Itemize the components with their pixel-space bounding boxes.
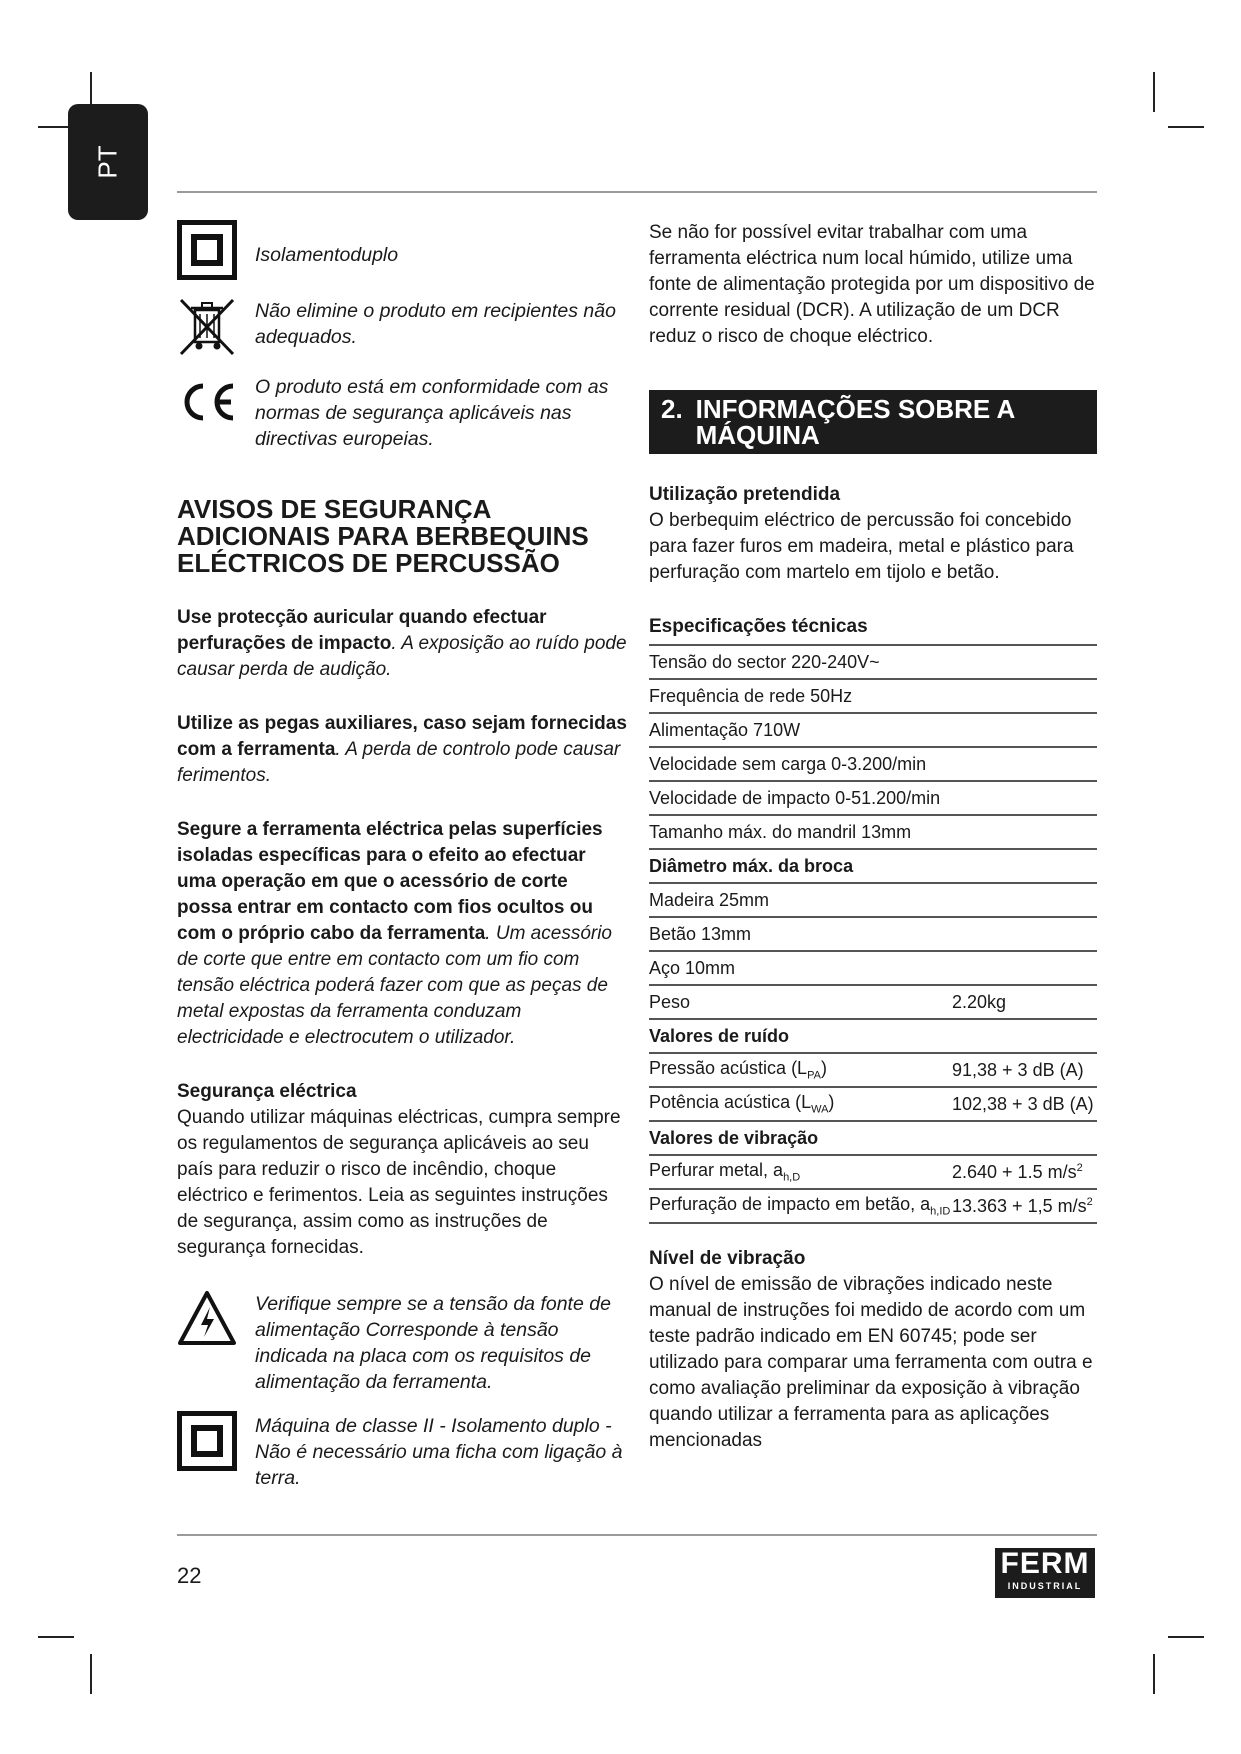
spec-label-end: )	[820, 1058, 827, 1079]
symbol-row	[177, 296, 627, 356]
table-row	[649, 1019, 1097, 1053]
electrical-safety-text: Quando utilizar máquinas eléctricas, cumpra sempre os regulamentos de segurança aplicáveis ao seu país para reduzir o risco de incêndio, choque eléctrico e ferimentos. Leia as seguintes instruções de segurança, assim como as instruções de segurança fornecidas.	[177, 1107, 621, 1258]
vibration-text: O nível de emissão de vibrações indicado neste manual de instruções foi medido de acordo com um teste padrão indicado em EN 60745; pode ser utilizado para comparar uma ferramenta com outra e como avaliação preliminar da exposição à vibração quando utilizar a ferramenta para as aplicações mencionadas	[649, 1274, 1093, 1451]
spec-value	[952, 1155, 1097, 1189]
footer-rule	[177, 1534, 1097, 1536]
brand-logo	[995, 1548, 1095, 1598]
crop-mark	[1153, 72, 1155, 112]
section-title: INFORMAÇÕES SOBRE A MÁQUINA	[695, 394, 1015, 450]
spec-cell: Betão 13mm	[649, 917, 1097, 951]
spec-subscript: h,D	[783, 1171, 801, 1184]
table-row	[649, 815, 1097, 849]
safety-heading: AVISOS DE SEGURANÇA ADICIONAIS PARA BERBEQUINS ELÉCTRICOS DE PERCUSSÃO	[177, 494, 589, 578]
table-row	[649, 713, 1097, 747]
paragraph	[177, 711, 627, 789]
paragraph	[177, 817, 627, 1051]
spec-value-text: 13.363 + 1,5 m/s	[952, 1195, 1087, 1216]
spec-cell: Aço 10mm	[649, 951, 1097, 985]
left-column	[177, 220, 627, 1507]
symbol-text: O produto está em conformidade com as normas de segurança aplicáveis nas directivas europeias.	[255, 376, 609, 450]
crop-mark	[1168, 1636, 1204, 1638]
table-row	[649, 1087, 1097, 1121]
section-heading	[649, 390, 1097, 454]
spec-group-cell: Valores de ruído	[649, 1019, 1097, 1053]
language-tab	[68, 104, 148, 220]
rcd-paragraph: Se não for possível evitar trabalhar com uma ferramenta eléctrica num local húmido, utilize uma fonte de alimentação protegida por um dispositivo de corrente residual (DCR). A utilização de um DCR reduz o risco de choque eléctrico.	[649, 222, 1095, 347]
header-rule	[177, 191, 1097, 193]
crop-mark	[90, 1654, 92, 1694]
spec-value	[952, 1189, 1097, 1223]
table-row	[649, 849, 1097, 883]
logo-sub: INDUSTRIAL	[1007, 1581, 1083, 1591]
spec-value-text: 2.640 + 1.5 m/s	[952, 1161, 1077, 1182]
table-row	[649, 1189, 1097, 1223]
spec-superscript: 2	[1086, 1195, 1093, 1208]
spec-cell	[649, 1189, 952, 1223]
symbol-text: Máquina de classe II - Isolamento duplo - Não é necessário uma ficha com ligação à terra.	[255, 1415, 623, 1489]
spec-cell: Tamanho máx. do mandril 13mm	[649, 815, 1097, 849]
symbol-row	[177, 1411, 627, 1491]
spec-subscript: WA	[811, 1103, 829, 1116]
paragraph-bold: Use protecção auricular quando efectuar perfurações de impacto	[177, 607, 547, 654]
intended-use-text: O berbequim eléctrico de percussão foi concebido para fazer furos em madeira, metal e plástico para perfuração com martelo em tijolo e betão.	[649, 510, 1074, 583]
spec-cell	[649, 1155, 952, 1189]
spec-label: Potência acústica (L	[649, 1092, 812, 1113]
spec-cell: Tensão do sector 220-240V~	[649, 645, 1097, 679]
table-row	[649, 1053, 1097, 1087]
spec-label: Pressão acústica (L	[649, 1058, 808, 1079]
warning-triangle-icon	[177, 1289, 237, 1349]
table-row	[649, 781, 1097, 815]
crop-mark	[1153, 1654, 1155, 1694]
spec-value: 2.20kg	[952, 985, 1097, 1019]
paragraph-bold: Segure a ferramenta eléctrica pelas superfícies isoladas específicas para o efeito ao efectuar uma operação em que o acessório de corte possa entrar em contacto com fios ocultos ou com o próprio cabo da ferramenta	[177, 819, 603, 944]
spec-label-end: )	[828, 1092, 835, 1113]
spec-cell	[649, 1053, 952, 1087]
spec-cell: Velocidade de impacto 0-51.200/min	[649, 781, 1097, 815]
spec-value: 91,38 + 3 dB (A)	[952, 1053, 1097, 1087]
logo-main: FERM	[1000, 1547, 1090, 1580]
paragraph-italic: . Um acessório de corte que entre em contacto com um fio com tensão eléctrica poderá fazer com que as peças de metal expostas da ferramenta conduzam electricidade e electrocutem o utilizador.	[177, 923, 612, 1048]
right-column	[649, 220, 1097, 1454]
language-tab-label: PT	[92, 145, 123, 179]
paragraph-italic: . A perda de controlo pode causar ferimentos.	[177, 739, 621, 786]
spec-value: 102,38 + 3 dB (A)	[952, 1087, 1097, 1121]
intended-use-heading: Utilização pretendida	[649, 484, 841, 505]
symbol-row	[177, 220, 627, 280]
section-number: 2.	[661, 394, 683, 424]
table-row	[649, 985, 1097, 1019]
paragraph	[177, 605, 627, 683]
ce-mark-icon	[177, 372, 237, 432]
symbol-text: Não elimine o produto em recipientes não adequados.	[255, 300, 616, 348]
class-ii-icon	[177, 1411, 237, 1471]
table-row	[649, 645, 1097, 679]
paragraph-italic: . A exposição ao ruído pode causar perda de audição.	[177, 633, 627, 680]
spec-label: Perfuração de impacto em betão, a	[649, 1194, 931, 1215]
table-row	[649, 1155, 1097, 1189]
symbol-row	[177, 372, 627, 452]
symbol-text: Isolamentoduplo	[255, 244, 399, 266]
spec-cell: Alimentação 710W	[649, 713, 1097, 747]
specs-table	[649, 644, 1097, 1224]
crop-mark	[38, 1636, 74, 1638]
page-number: 22	[177, 1563, 202, 1588]
crossed-bin-icon	[177, 296, 237, 356]
paragraph-bold: Utilize as pegas auxiliares, caso sejam fornecidas com a ferramenta	[177, 713, 627, 760]
table-row	[649, 917, 1097, 951]
table-row	[649, 679, 1097, 713]
crop-mark	[1168, 126, 1204, 128]
table-row	[649, 883, 1097, 917]
spec-group-cell: Valores de vibração	[649, 1121, 1097, 1155]
spec-subscript: PA	[807, 1069, 821, 1082]
spec-subscript: h,ID	[930, 1205, 951, 1218]
vibration-heading: Nível de vibração	[649, 1248, 806, 1269]
spec-cell: Madeira 25mm	[649, 883, 1097, 917]
spec-group-cell: Diâmetro máx. da broca	[649, 849, 1097, 883]
symbol-row	[177, 1289, 627, 1395]
table-row	[649, 1121, 1097, 1155]
specs-heading: Especificações técnicas	[649, 616, 868, 637]
symbol-text: Verifique sempre se a tensão da fonte de alimentação Corresponde à tensão indicada na placa com os requisitos de alimentação da ferramenta.	[255, 1293, 611, 1393]
spec-superscript: 2	[1076, 1161, 1083, 1174]
electrical-safety-heading: Segurança eléctrica	[177, 1081, 357, 1102]
spec-cell: Velocidade sem carga 0-3.200/min	[649, 747, 1097, 781]
table-row	[649, 951, 1097, 985]
table-row	[649, 747, 1097, 781]
spec-cell: Frequência de rede 50Hz	[649, 679, 1097, 713]
spec-label: Perfurar metal, a	[649, 1160, 784, 1181]
spec-cell	[649, 1087, 952, 1121]
double-insulation-icon	[177, 220, 237, 280]
spec-cell: Peso	[649, 985, 952, 1019]
